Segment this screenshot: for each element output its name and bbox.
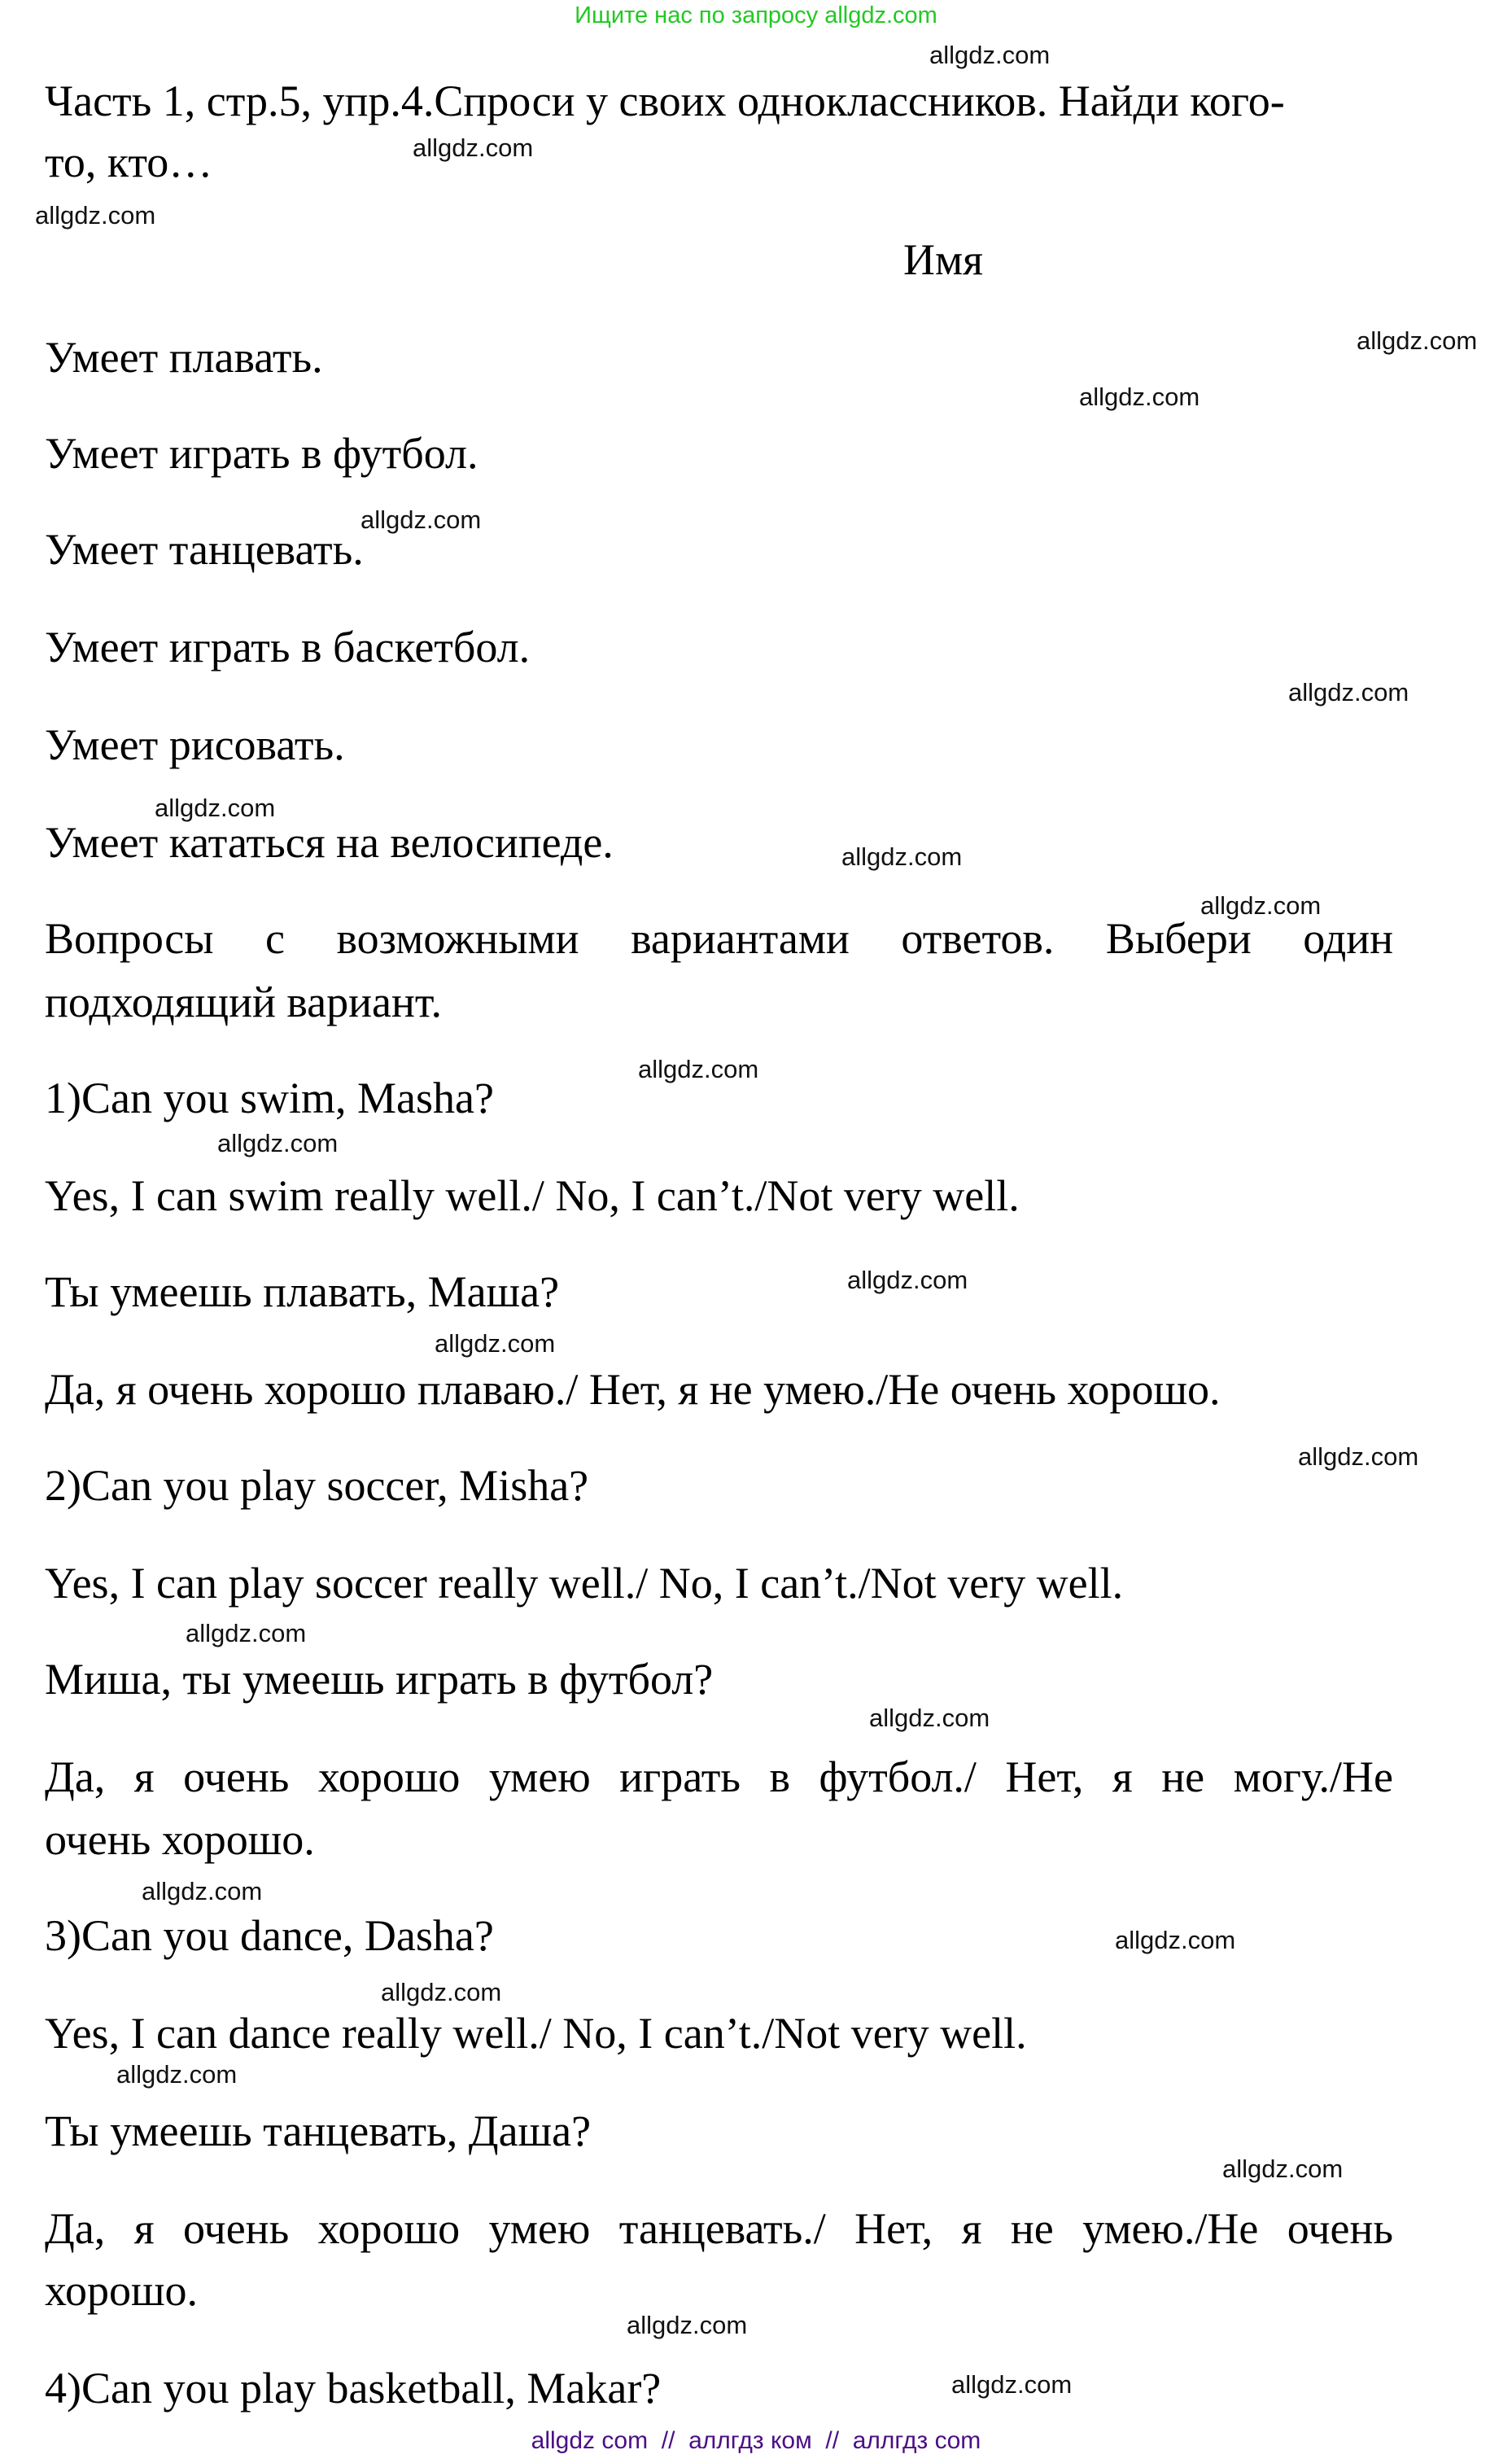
watermark-text: allgdz.com <box>35 201 156 230</box>
question-2-en: 2)Can you play soccer, Misha? <box>45 1461 589 1510</box>
question-3-ru: Ты умеешь танцевать, Даша? <box>45 2106 592 2155</box>
skill-draw: Умеет рисовать. <box>45 720 345 769</box>
watermark-text: allgdz.com <box>361 505 482 534</box>
watermark-text: allgdz.com <box>217 1129 339 1157</box>
question-1-ru: Ты умеешь плавать, Маша? <box>45 1267 560 1316</box>
search-promo-banner[interactable]: Ищите нас по запросу allgdz.com <box>575 2 937 28</box>
question-1-en: 1)Can you swim, Masha? <box>45 1074 494 1122</box>
watermark-text: allgdz.com <box>116 2060 238 2089</box>
answer-3-ru-line-2: хорошо. <box>45 2266 199 2315</box>
skill-swim: Умеет плавать. <box>45 333 323 382</box>
name-column-header: Имя <box>903 235 984 284</box>
watermark-text: allgdz.com <box>413 133 534 162</box>
question-3-en: 3)Can you dance, Dasha? <box>45 1911 494 1960</box>
answer-1-ru: Да, я очень хорошо плаваю./ Нет, я не умею./Не очень хорошо. <box>45 1365 1221 1414</box>
watermark-text: allgdz.com <box>929 41 1051 69</box>
watermark-text: allgdz.com <box>186 1619 307 1647</box>
answer-2-ru-line-2: очень хорошо. <box>45 1815 315 1864</box>
watermark-text: allgdz.com <box>381 1978 502 2006</box>
task-title-line-1: Часть 1, стр.5, упр.4.Спроси у своих одноклассников. Найди кого- <box>45 77 1285 125</box>
watermark-text: allgdz.com <box>841 842 963 871</box>
watermark-text: allgdz.com <box>1200 891 1322 920</box>
watermark-text: allgdz.com <box>142 1877 263 1905</box>
watermark-text: allgdz.com <box>847 1266 968 1294</box>
question-2-ru: Миша, ты умеешь играть в футбол? <box>45 1655 714 1704</box>
skill-dance: Умеет танцевать. <box>45 525 364 574</box>
answer-2-en: Yes, I can play soccer really well./ No, I can’t./Not very well. <box>45 1559 1124 1608</box>
watermark-text: allgdz.com <box>1222 2155 1344 2183</box>
watermark-text: allgdz.com <box>1288 678 1409 707</box>
question-4-en: 4)Can you play basketball, Makar? <box>45 2364 662 2413</box>
questions-intro-line-2: подходящий вариант. <box>45 978 442 1026</box>
watermark-text: allgdz.com <box>869 1704 990 1732</box>
skill-basketball: Умеет играть в баскетбол. <box>45 623 531 672</box>
watermark-text: allgdz.com <box>1298 1442 1419 1471</box>
watermark-text: allgdz.com <box>638 1055 759 1083</box>
watermark-text: allgdz.com <box>435 1329 556 1358</box>
watermark-text: allgdz.com <box>155 794 276 822</box>
answer-1-en: Yes, I can swim really well./ No, I can’t./Not very well. <box>45 1171 1020 1220</box>
answer-3-en: Yes, I can dance really well./ No, I can’t./Not very well. <box>45 2009 1027 2058</box>
skill-football: Умеет играть в футбол. <box>45 429 479 478</box>
watermark-text: allgdz.com <box>1357 326 1478 355</box>
answer-3-ru-line-1: Да, я очень хорошо умею танцевать./ Нет, я не умею./Не очень <box>45 2204 1393 2253</box>
watermark-text: allgdz.com <box>1079 383 1200 411</box>
questions-intro-line-1: Вопросы с возможными вариантами ответов. Выбери один <box>45 914 1393 963</box>
site-footer-banner[interactable]: allgdz com // аллгдз ком // аллгдз com <box>531 2427 981 2454</box>
watermark-text: allgdz.com <box>1115 1926 1236 1954</box>
answer-2-ru-line-1: Да, я очень хорошо умею играть в футбол./ Нет, я не могу./Не <box>45 1752 1393 1801</box>
skill-bike: Умеет кататься на велосипеде. <box>45 818 614 867</box>
task-title-line-2: то, кто… <box>45 138 213 186</box>
watermark-text: allgdz.com <box>627 2311 748 2339</box>
watermark-text: allgdz.com <box>951 2370 1073 2399</box>
